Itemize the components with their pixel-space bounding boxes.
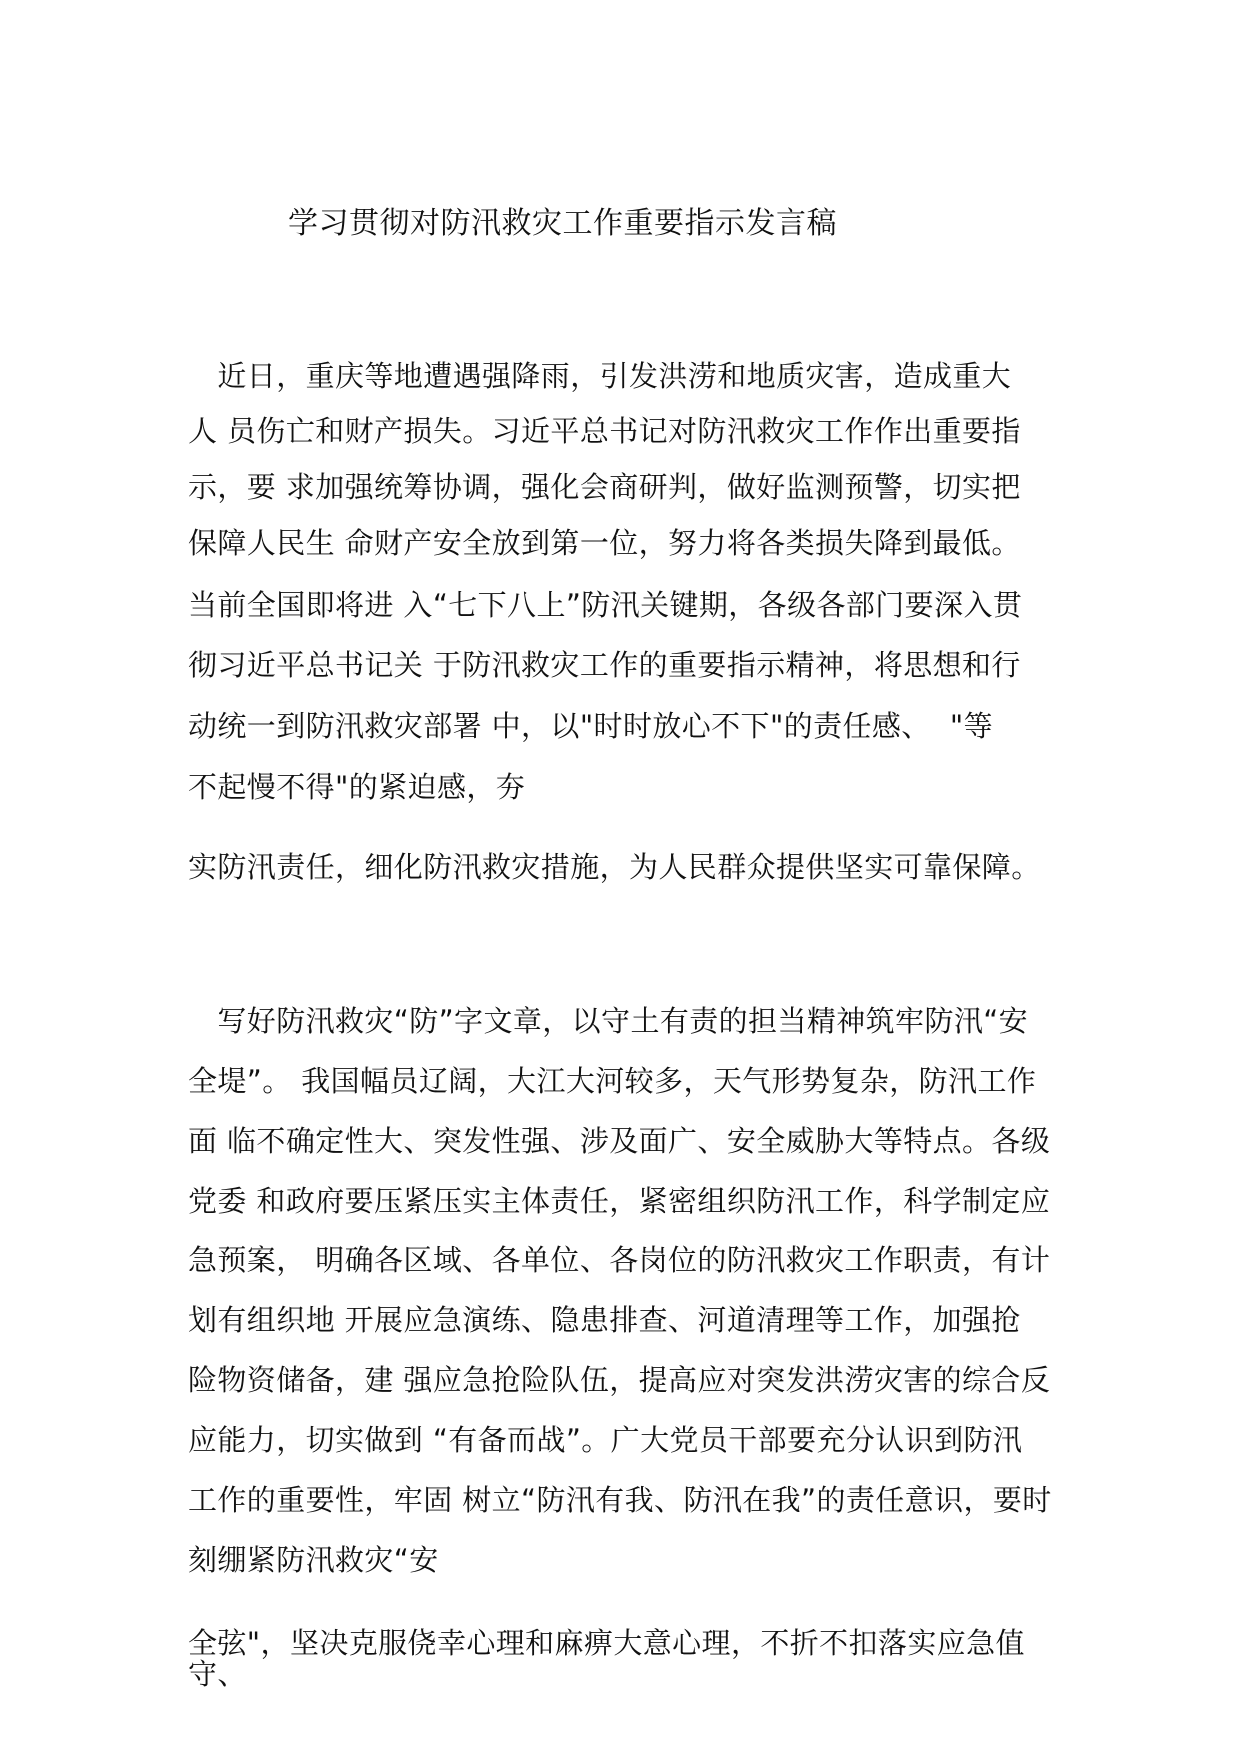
paragraph-1-line-2: 人 员伤亡和财产损失。习近平总书记对防汛救灾工作作出重要指: [188, 414, 1021, 448]
paragraph-1-line-7: 动统一到防汛救灾部署 中，以"时时放心不下"的责任感、 "等: [188, 709, 994, 743]
document-title: 学习贯彻对防汛救灾工作重要指示发言稿: [288, 206, 837, 241]
paragraph-1-line-5: 当前全国即将进 入“七下八上”防汛关键期，各级各部门要深入贯: [188, 588, 1023, 622]
paragraph-2-line-10: 刻绷紧防汛救灾“安: [188, 1543, 439, 1577]
paragraph-2-line-7: 险物资储备，建 强应急抢险队伍，提高应对突发洪涝灾害的综合反: [188, 1363, 1051, 1397]
paragraph-2-line-4: 党委 和政府要压紧压实主体责任，紧密组织防汛工作，科学制定应: [188, 1184, 1051, 1218]
paragraph-2-line-8: 应能力，切实做到 “有备而战”。广大党员干部要充分认识到防汛: [188, 1423, 1023, 1457]
paragraph-2-line-1: 写好防汛救灾“防”字文章，以守土有责的担当精神筑牢防汛“安: [188, 1004, 1029, 1038]
paragraph-1-line-3: 示，要 求加强统筹协调，强化会商研判，做好监测预警，切实把: [188, 470, 1021, 504]
paragraph-2-line-5: 急预案， 明确各区域、各单位、各岗位的防汛救灾工作职责，有计: [188, 1243, 1051, 1277]
paragraph-2-tail-line-2: 守、: [188, 1657, 247, 1691]
paragraph-1-line-8: 不起慢不得"的紧迫感，夯: [188, 770, 526, 804]
paragraph-2-tail-line-1: 全弦"，坚决克服侥幸心理和麻痹大意心理，不折不扣落实应急值: [188, 1626, 1025, 1660]
paragraph-1-line-1: 近日，重庆等地遭遇强降雨，引发洪涝和地质灾害，造成重大: [188, 359, 1012, 393]
paragraph-2-line-3: 面 临不确定性大、突发性强、涉及面广、安全威胁大等特点。各级: [188, 1124, 1051, 1158]
paragraph-2-line-6: 划有组织地 开展应急演练、隐患排查、河道清理等工作，加强抢: [188, 1303, 1021, 1337]
paragraph-1-tail: 实防汛责任，细化防汛救灾措施，为人民群众提供坚实可靠保障。: [188, 850, 1041, 884]
paragraph-2-line-9: 工作的重要性，牢固 树立“防汛有我、防汛在我”的责任意识，要时: [188, 1483, 1052, 1517]
paragraph-2-line-2: 全堤”。 我国幅员辽阔，大江大河较多，天气形势复杂，防汛工作: [188, 1064, 1037, 1098]
paragraph-1-line-6: 彻习近平总书记关 于防汛救灾工作的重要指示精神，将思想和行: [188, 648, 1021, 682]
paragraph-1-line-4: 保障人民生 命财产安全放到第一位，努力将各类损失降到最低。: [188, 526, 1021, 560]
